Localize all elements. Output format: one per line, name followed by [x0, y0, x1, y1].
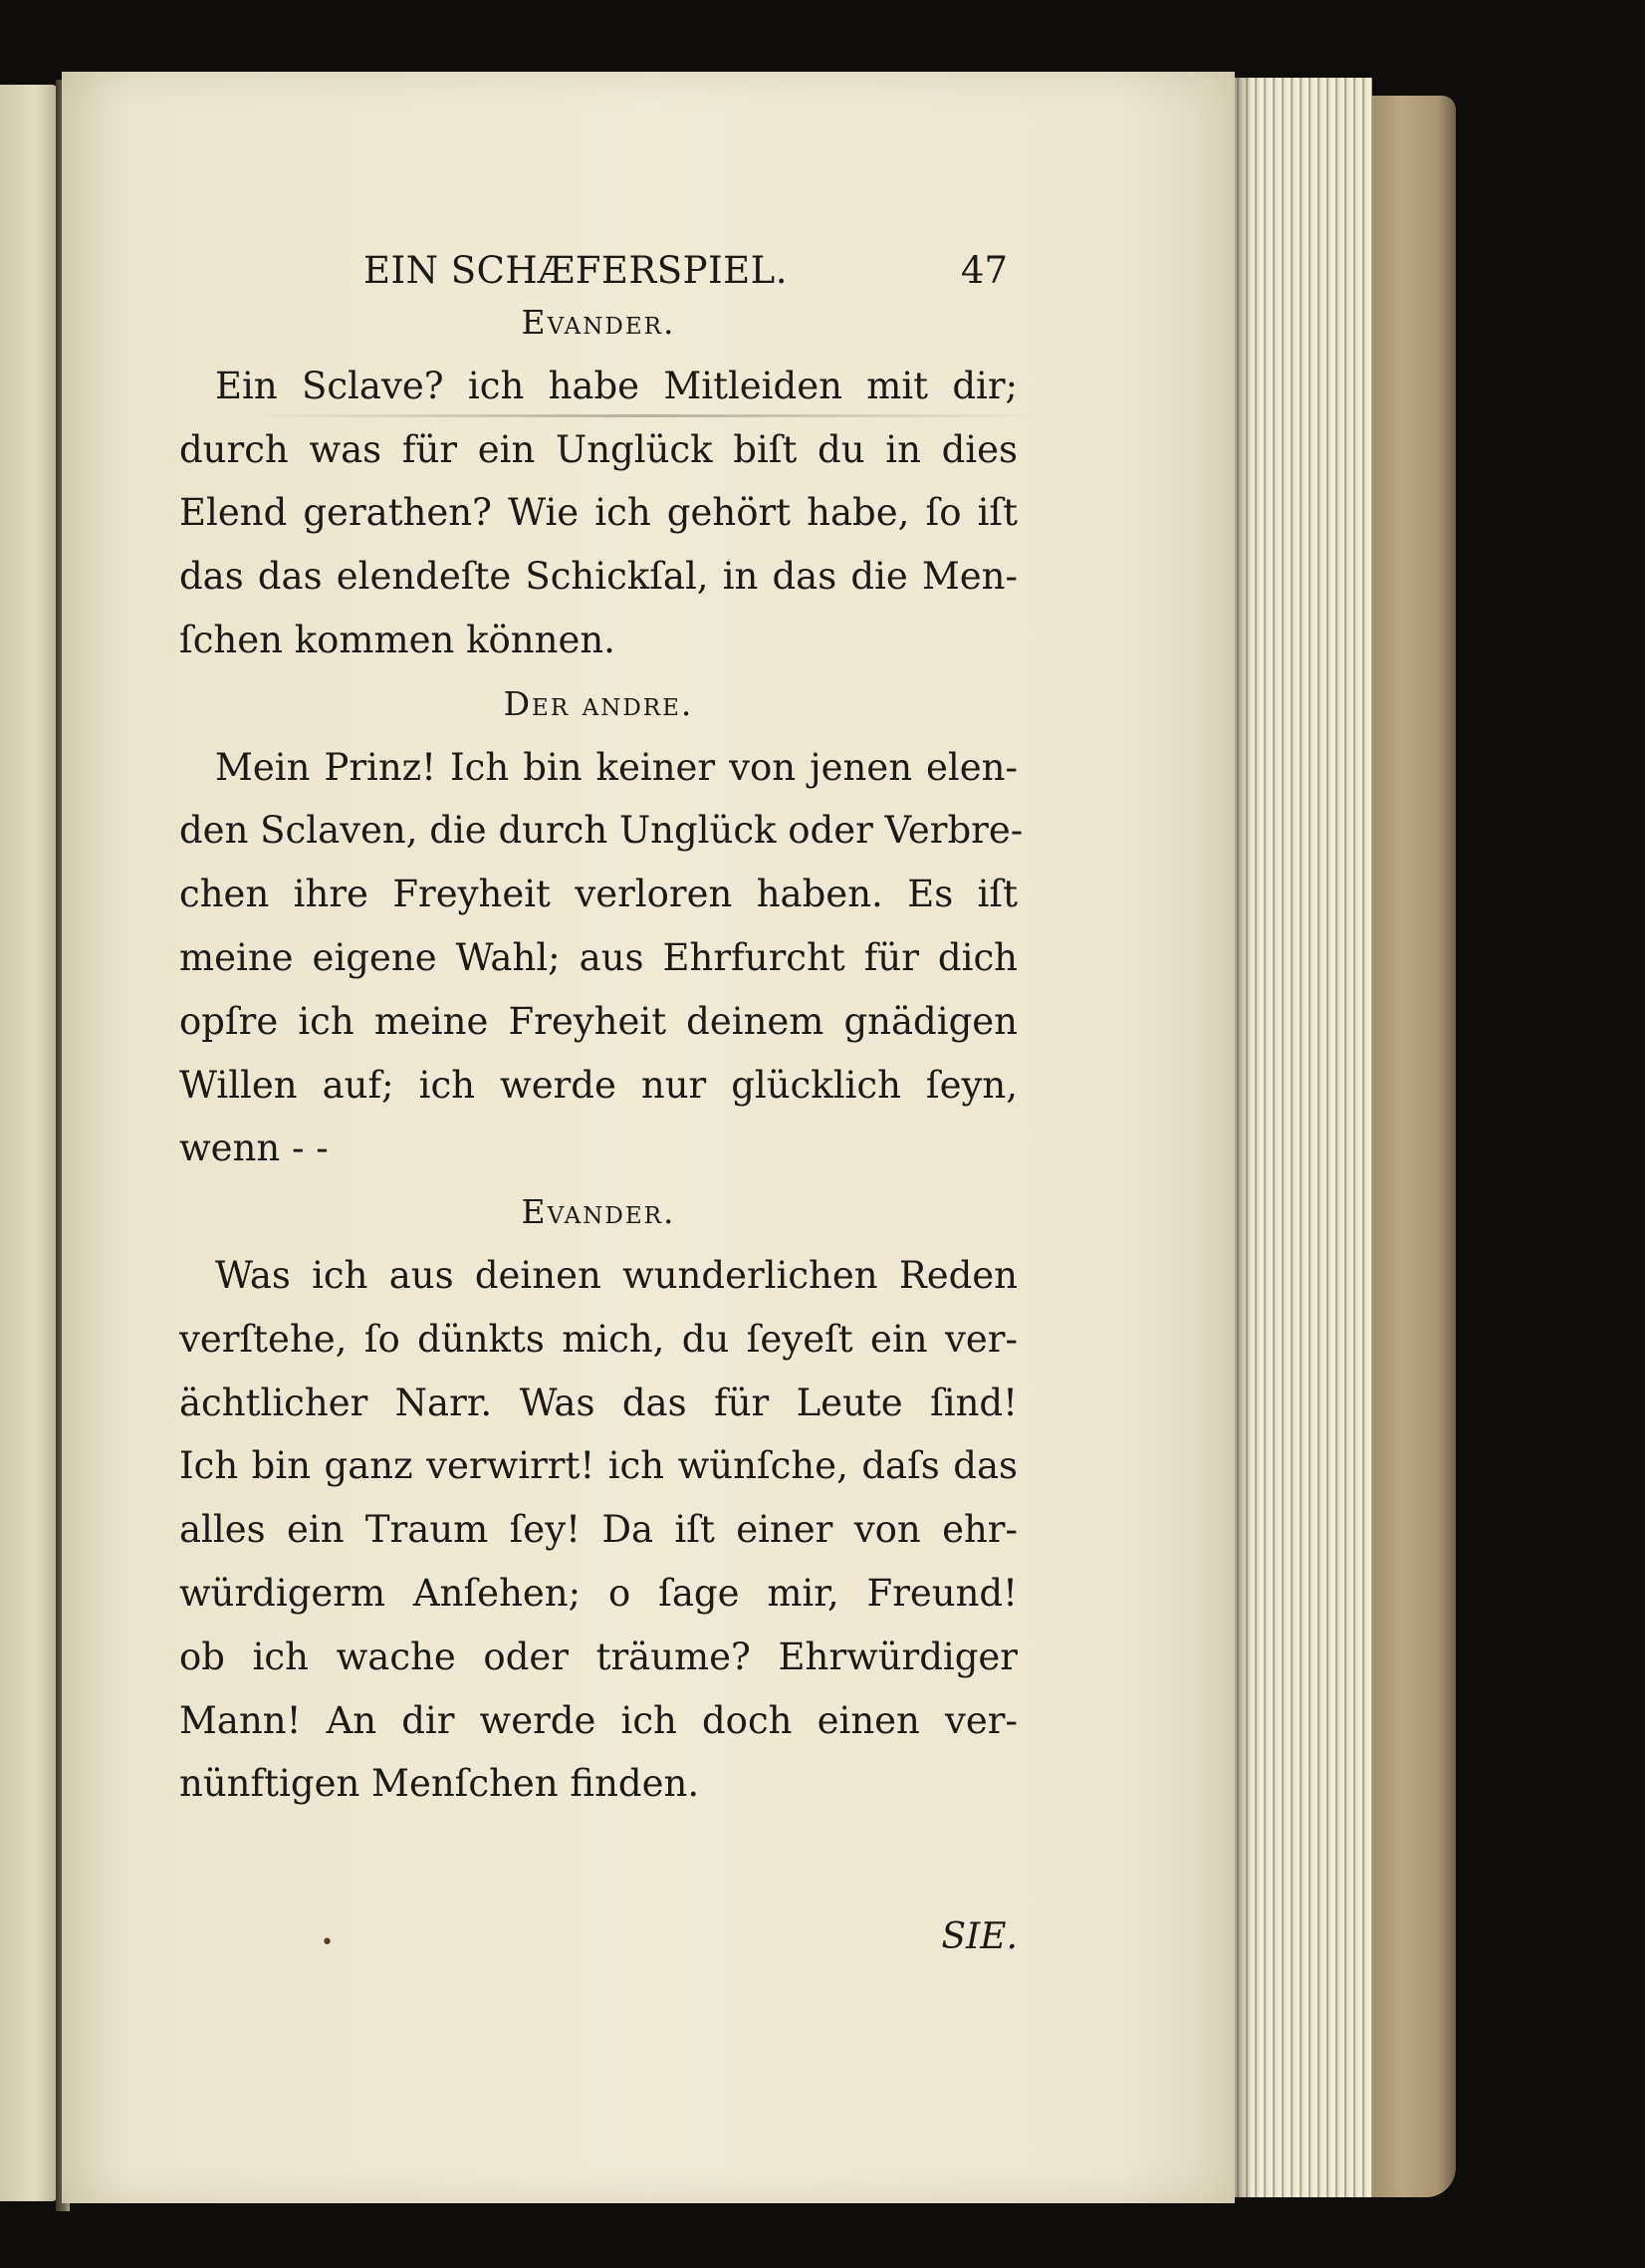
previous-page-edge — [0, 85, 58, 2201]
page-number: 47 — [960, 249, 1008, 292]
text-line: verſtehe, ſo dünkts mich, du ſeyeſt ein ver- — [179, 1317, 1018, 1361]
text-line: Ein Sclave? ich habe Mitleiden mit dir; — [215, 364, 1018, 407]
text-line: ächtlicher Narr. Was das für Leute ſind! — [179, 1381, 1018, 1424]
text-line: würdigerm Anſehen; o ſage mir, Freund! — [179, 1571, 1018, 1615]
speaker-heading: Evander. — [521, 1192, 676, 1232]
text-line: meine eigene Wahl; aus Ehrfurcht für dich — [179, 935, 1018, 979]
book-cover-edge — [1366, 96, 1456, 2197]
text-line: Elend gerathen? Wie ich gehört habe, ſo iſt — [179, 491, 1018, 535]
text-line: Was ich aus deinen wunderlichen Reden — [215, 1253, 1018, 1297]
catchword: SIE. — [941, 1916, 1018, 1958]
text-line: ob ich wache oder träume? Ehrwürdiger — [179, 1635, 1018, 1678]
running-head — [179, 231, 1018, 291]
text-line: chen ihre Freyheit verloren haben. Es iſt — [179, 873, 1018, 916]
page-edge-shadow — [1233, 78, 1253, 2197]
text-line: Ich bin ganz verwirrt! ich wünſche, daſs das — [179, 1444, 1018, 1488]
text-line: alles ein Traum ſey! Da iſt einer von ehr- — [179, 1508, 1018, 1552]
page-footer — [179, 1856, 1018, 1985]
page-text — [179, 231, 1024, 1985]
page-block-edges — [1233, 78, 1372, 2197]
speaker-heading: Evander. — [521, 303, 676, 342]
text-line: ſchen kommen können. — [179, 618, 615, 661]
running-head-title: EIN SCHÆFERSPIEL. — [363, 249, 788, 292]
signature-mark: • — [321, 1930, 334, 1956]
text-line: wenn - - — [179, 1127, 329, 1170]
speaker-heading: Der andre. — [503, 683, 694, 723]
text-line: durch was für ein Unglück biſt du in dies — [179, 427, 1018, 471]
text-line: Mein Prinz! Ich bin keiner von jenen elen- — [215, 745, 1018, 789]
text-line: das das elendeſte Schickſal, in das die Men- — [179, 555, 1018, 599]
text-line: den Sclaven, die durch Unglück oder Verbre- — [179, 809, 1024, 853]
text-line: Willen auf; ich werde nur glücklich ſeyn, — [179, 1063, 1018, 1107]
text-line: opſre ich meine Freyheit deinem gnädigen — [179, 999, 1018, 1043]
text-line: nünftigen Menſchen finden. — [179, 1762, 700, 1806]
text-line: Mann! An dir werde ich doch einen ver- — [179, 1698, 1018, 1742]
